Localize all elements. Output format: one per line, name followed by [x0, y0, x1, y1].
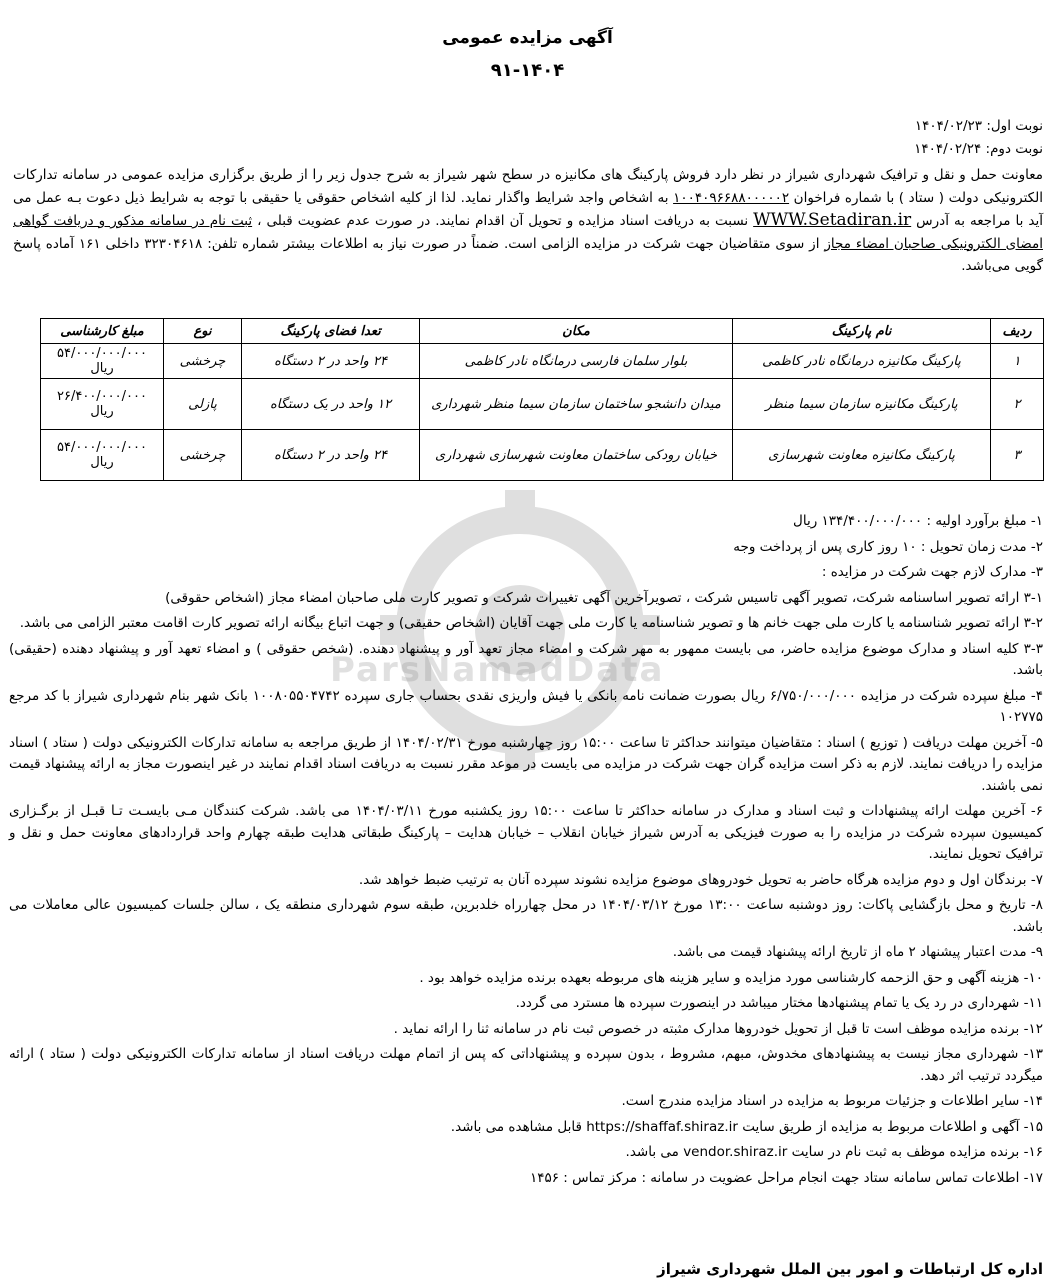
second-publication: [914, 141, 1043, 157]
cell-expert-price: ۵۴/۰۰۰/۰۰۰/۰۰۰ ریال: [41, 344, 164, 379]
cell-row-no: ۱: [991, 344, 1044, 379]
list-item: ۷- برندگان اول و دوم مزایده هرگاه حاضر به تحویل خودروهای موضوع مزایده نشوند سپرده آنان به ترتیب ضبط خواهد شد.: [358, 871, 1043, 888]
parking-table: [40, 318, 1044, 481]
intro-text-1: معاونت حمل و نقل و ترافیک شهرداری شیراز در نظر دارد فروش پارکینگ های مکانیزه در سطح شهر شیراز به شرح جدول زیر را از طریق برگزاری مزایده عمومی در سامانه تدارکات الکترونیکی دولت ( ستاد ) با شماره فراخوان: [13, 167, 1043, 206]
cell-type: چرخشی: [164, 344, 242, 379]
col-header-parking-name: نام پارکینگ: [733, 319, 991, 344]
list-item: ۳-۱ ارائه تصویر اساسنامه شرکت، تصویر آگهی تاسیس شرکت ، تصویرآخرین آگهی تغییرات شرکت و تصویر کارت ملی صاحبان امضاء مجاز (اشخاص حقوقی): [165, 589, 1043, 606]
list-item: ۱۶- برنده مزایده موظف به ثبت نام در سایت vendor.shiraz.ir می باشد.: [625, 1144, 1043, 1160]
cell-location: میدان دانشجو ساختمان سازمان سیما منظر شهرداری: [420, 379, 733, 430]
cell-expert-price: ۵۴/۰۰۰/۰۰۰/۰۰۰ ریال: [41, 430, 164, 481]
notice-title: آگهی مزایده عمومی: [442, 28, 613, 48]
cell-row-no: ۳: [991, 430, 1044, 481]
col-header-type: نوع: [164, 319, 242, 344]
watermark-text: ParsNamadData: [330, 650, 665, 690]
second-publication-date: ۱۴۰۴/۰۲/۲۴: [914, 141, 982, 157]
table-row: [41, 344, 1044, 379]
cell-parking-name: پارکینگ مکانیزه سازمان سیما منظر: [733, 379, 991, 430]
col-header-row-no: ردیف: [991, 319, 1044, 344]
list-item: ۶- آخرین مهلت ارائه پیشنهادات و ثبت اسناد و مدارک در سامانه حداکثر تا ساعت ۱۵:۰۰ روز یکشنبه مورخ ۱۴۰۴/۰۳/۱۱ می باشد. شرکت کنندگان مـی بایسـت تـا قبـل از برگـزاری کمیسیون سپرده شرکت در مزایده را به صورت فیزیکی به آدرس شیراز خیابان انقلاب – خیابان هدایت – پارکینگ طبقاتی هدایت طبقه چهارم واحد قراردادهای معاونت حمل و نقل و ترافیک تحویل نمایند.: [9, 803, 1043, 862]
cell-type: چرخشی: [164, 430, 242, 481]
cell-expert-price: ۲۶/۴۰۰/۰۰۰/۰۰۰ ریال: [41, 379, 164, 430]
list-item: ۵- آخرین مهلت دریافت ( توزیع ) اسناد : متقاضیان میتوانند حداکثر تا ساعت ۱۵:۰۰ روز چهارشنبه مورخ ۱۴۰۴/۰۲/۳۱ از طریق مراجعه به سامانه تدارکات الکترونیکی دولت ( ستاد ) اسناد مزایده را دریافت نمایند. لازم به ذکر است مزایده گران جهت شرکت در مزایده می بایست در موعد مقرر نسبت به دریافت اسناد اقدام نمایند در غیر اینصورت مجاز به ارائه پیشنهاد قیمت نمی باشند.: [9, 734, 1044, 794]
cell-row-no: ۲: [991, 379, 1044, 430]
list-item: ۱- مبلغ برآورد اولیه : ۱۳۴/۴۰۰/۰۰۰/۰۰۰ ریال: [793, 513, 1043, 529]
list-item: ۱۱- شهرداری در رد یک یا تمام پیشنهادها مختار میباشد در اینصورت سپرده ها مسترد می گردد.: [515, 995, 1043, 1011]
cell-type: پازلی: [164, 379, 242, 430]
table-row: [41, 379, 1044, 430]
list-item: ۱۲- برنده مزایده موظف است تا قبل از تحویل خودروها مدارک مثبته در خصوص ثبت نام در سامانه ثنا را ارائه نماید .: [393, 1020, 1043, 1037]
list-item: ۱۷- اطلاعات تماس سامانه ستاد جهت انجام مراحل عضویت در سامانه : مرکز تماس : ۱۴۵۶: [530, 1169, 1043, 1186]
notice-number: ۹۱-۱۴۰۴: [490, 60, 565, 81]
cell-parking-name: پارکینگ مکانیزه درمانگاه نادر کاظمی: [733, 344, 991, 379]
col-header-capacity: تعدا فضای پارکینگ: [242, 319, 420, 344]
list-item: ۳- مدارک لازم جهت شرکت در مزایده :: [821, 564, 1043, 580]
list-item: ۱۰- هزینه آگهی و حق الزحمه کارشناسی مورد مزایده و سایر هزینه های مربوطه بعهده برنده مزایده خواهد بود .: [419, 969, 1043, 986]
col-header-location: مکان: [420, 319, 733, 344]
cell-location: خیابان رودکی ساختمان معاونت شهرسازی شهرداری: [420, 430, 733, 481]
issuer-signature: اداره کل ارتباطات و امور بین الملل شهرداری شیراز: [657, 1260, 1043, 1278]
cell-capacity: ۲۴ واحد در ۲ دستگاه: [242, 344, 420, 379]
list-item: ۱۵- آگهی و اطلاعات مربوط به مزایده از طریق سایت https://shaffaf.shiraz.ir قابل مشاهده می باشد.: [450, 1118, 1043, 1135]
cell-capacity: ۲۴ واحد در ۲ دستگاه: [242, 430, 420, 481]
intro-text-3: نسبت به دریافت اسناد مزایده و تحویل آن اقدام نمایند. در صورت عدم عضویت قبلی ،: [252, 213, 754, 229]
list-item: ۸- تاریخ و محل بازگشایی پاکات: روز دوشنبه ساعت ۱۳:۰۰ مورخ ۱۴۰۴/۰۳/۱۲ در محل چهارراه خلدبرین، طبقه سوم شهرداری منطقه یک ، سالن جلسات کمیسیون عالی معاملات می باشد.: [9, 897, 1043, 935]
table-row: [41, 430, 1044, 481]
list-item: ۲- مدت زمان تحویل : ۱۰ روز کاری پس از پرداخت وجه: [733, 538, 1043, 555]
cell-capacity: ۱۲ واحد در یک دستگاه: [242, 379, 420, 430]
list-item: ۴- مبلغ سپرده شرکت در مزایده ۶/۷۵۰/۰۰۰/۰۰۰ ریال بصورت ضمانت نامه بانکی یا فیش واریزی نقدی بحساب جاری سپرده ۱۰۰۸۰۵۵۰۴۷۴۲ بانک شهر بنام شهرداری شیراز با کد مرجع ۱۰۲۷۷۵: [9, 687, 1044, 725]
tender-number: ۱۰۰۴۰۹۶۶۸۸۰۰۰۰۰۲: [673, 189, 790, 206]
cell-location: بلوار سلمان فارسی درمانگاه نادر کاظمی: [420, 344, 733, 379]
list-item: ۹- مدت اعتبار پیشنهاد ۲ ماه از تاریخ ارائه پیشنهاد قیمت می باشد.: [672, 944, 1043, 960]
intro-text-2: به اشخاص واجد شرایط واگذار نماید. لذا از کلیه اشخاص حقوقی یا حقیقی با توجه به شرایط ذیل دعوت بـه عمل می آید با مراجعه به آدرس: [13, 189, 1043, 229]
intro-paragraph: [13, 164, 1043, 278]
setadiran-link[interactable]: WWW.Setadiran.ir: [753, 210, 912, 230]
list-item: ۱۳- شهرداری مجاز نیست به پیشنهادهای مخدوش، مبهم، مشروط ، بدون سپرده و پیشنهاداتی که پس از اتمام مهلت دریافت اسناد از سامانه تدارکات الکترونیکی دولت ( ستاد ) ارائه میگردد ترتیب اثر دهد.: [9, 1046, 1043, 1084]
list-item: ۳-۲ ارائه تصویر شناسنامه یا کارت ملی جهت خانم ها و تصویر شناسنامه یا کارت ملی جهت آقایان (اشخاص حقیقی) و جهت اتباع بیگانه ارائه تصویر کارت اقامت معتبر الزامی می باشد.: [19, 615, 1043, 631]
conditions-list: [9, 511, 1043, 1193]
first-publication: [915, 118, 1043, 134]
table-header-row: [41, 319, 1044, 344]
second-publication-label: نوبت دوم:: [985, 141, 1043, 157]
registration-requirement: ثبت نام در سامانه مذکور و دریافت گواهی امضای الکترونیکی صاحبان امضاء مجاز: [13, 213, 1043, 252]
first-publication-date: ۱۴۰۴/۰۲/۲۳: [914, 118, 983, 134]
intro-text-4: از سوی متقاضیان جهت شرکت در مزایده الزامی است. ضمناً در صورت نیاز به اطلاعات بیشتر شماره تلفن: ۳۲۳۰۴۶۱۸ داخلی ۱۶۱ آماده پاسخ گویی می‌باشد.: [13, 235, 1043, 274]
cell-parking-name: پارکینگ مکانیزه معاونت شهرسازی: [733, 430, 991, 481]
list-item: ۱۴- سایر اطلاعات و جزئیات مربوط به مزایده در اسناد مزایده مندرج است.: [621, 1093, 1043, 1109]
col-header-expert-price: مبلغ کارشناسی: [41, 319, 164, 344]
list-item: ۳-۳ کلیه اسناد و مدارک موضوع مزایده حاضر، می بایست ممهور به مهر شرکت و امضاء مجاز تعهد آور و پیشنهاد دهنده. (شخص حقوقی ) و امضاء تعهد آور و پیشنهاد دهنده (حقیقی) باشد.: [9, 640, 1043, 678]
first-publication-label: نوبت اول:: [986, 118, 1043, 134]
